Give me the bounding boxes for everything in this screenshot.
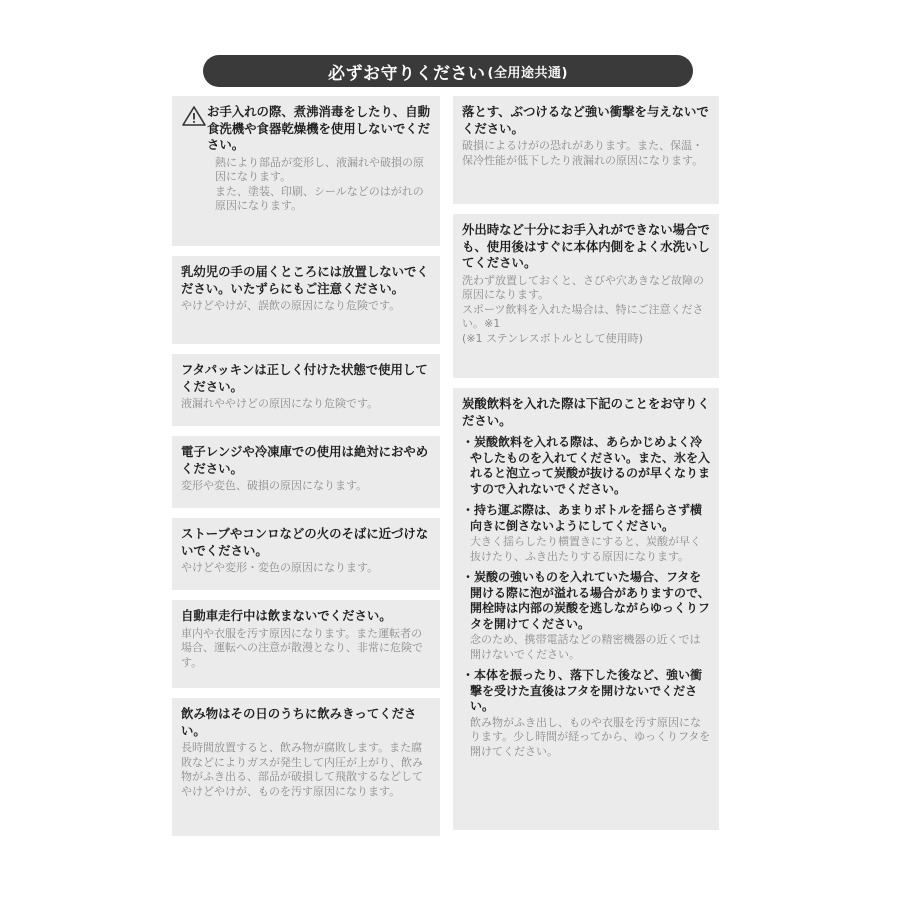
carbonated-bullet: [462, 570, 711, 662]
carbonated-bullet: [462, 503, 711, 564]
caution-title: 電子レンジや冷凍庫での使用は絶対におやめください。: [181, 444, 429, 476]
caution-body: 熱により部品が変形し、液漏れや破損の原因になります。 また、塗装、印刷、シールなどのはがれの原因になります。: [215, 155, 424, 212]
caution-body: 変形や変色、破損の原因になります。: [181, 479, 368, 492]
caution-body: 破損によるけがの恐れがあります。また、保温・保冷性能が低下したり液漏れの原因になります。: [462, 139, 704, 167]
caution-title: お手入れの際、煮沸消毒をしたり、自動食洗機や食器乾燥機を使用しないでください。: [207, 104, 431, 152]
caution-title: 外出時など十分にお手入れができない場合でも、使用後はすぐに本体内側をよく水洗いしてください。: [462, 222, 710, 270]
caution-box-microwave: [172, 436, 440, 508]
caution-title: 落とす、ぶつけるなど強い衝撃を与えないでください。: [462, 104, 709, 136]
bullet-body: 飲み物がふき出し、ものや衣服を汚す原因になります。少し時間が経ってから、ゆっくりフタを開けてください。: [470, 715, 711, 758]
caution-body: やけどやけが、誤飲の原因になり危険です。: [181, 299, 401, 312]
caution-box-packing: [172, 354, 440, 426]
bullet-title: ・本体を振ったり、落下した後など、強い衝撃を受けた直後はフタを開けないでください。: [462, 668, 703, 713]
caution-box-children: [172, 256, 440, 344]
caution-body: やけどや変形・変色の原因になります。: [181, 561, 379, 574]
caution-body: 車内や衣服を汚す原因になります。また運転者の場合、運転への注意が散漫となり、非常に危険です。: [181, 626, 423, 669]
bullet-title: ・炭酸の強いものを入れていた場合、フタを開ける際に泡が溢れる場合がありますので、開栓時は内部の炭酸を逃しながらゆっくりフタを開けてください。: [462, 570, 710, 631]
header-title: 必ずお守りください: [328, 63, 486, 84]
bullet-title: ・持ち運ぶ際は、あまりボトルを揺らさず横向きに倒さないようにしてください。: [462, 503, 703, 533]
caution-body: 洗わず放置しておくと、さびや穴あきなど故障の原因になります。 スポーツ飲料を入れた場合は、特にご注意ください。※1 (※1 ステンレスボトルとして使用時): [462, 273, 704, 345]
caution-title: ストーブやコンロなどの火のそばに近づけないでください。: [181, 526, 429, 558]
caution-box-drink-same-day: [172, 698, 440, 836]
carbonated-bullet: [462, 668, 711, 759]
caution-body: 液漏れややけどの原因になり危険です。: [181, 397, 379, 410]
caution-body: 長時間放置すると、飲み物が腐敗します。また腐敗などによりガスが発生して内圧が上がり、飲み物がふき出る、部品が破損して飛散するなどしてやけどやけが、ものを汚す原因になります。: [181, 741, 423, 798]
caution-box-cleaning: [172, 96, 440, 246]
caution-title: 炭酸飲料を入れた際は下記のことをお守りください。: [462, 396, 710, 428]
header-subtitle: (全用途共通): [487, 65, 568, 81]
left-column: [172, 96, 440, 846]
bullet-title: ・炭酸飲料を入れる際は、あらかじめよく冷やしたものを入れてください。また、氷を入れると泡立って炭酸が抜けるのが早くなりますので入れないでください。: [462, 435, 711, 496]
caution-title: 乳幼児の手の届くところには放置しないでください。いたずらにもご注意ください。: [181, 264, 429, 296]
caution-box-carbonated: [453, 388, 719, 830]
caution-box-fire: [172, 518, 440, 590]
caution-title: フタパッキンは正しく付けた状態で使用してください。: [181, 362, 428, 394]
caution-title: 飲み物はその日のうちに飲みきってください。: [181, 706, 417, 738]
bullet-body: 大きく揺らしたり横置きにすると、炭酸が早く抜けたり、ふき出たりする原因になります。: [470, 535, 701, 563]
header-banner: [203, 55, 693, 87]
caution-box-washing: [453, 214, 719, 378]
warning-triangle-icon: [181, 105, 207, 127]
bullet-body: 念のため、携帯電話などの精密機器の近くでは開けないでください。: [470, 633, 701, 661]
caution-title: 自動車走行中は飲まないでください。: [181, 608, 392, 623]
caution-box-driving: [172, 600, 440, 688]
right-column: [453, 96, 719, 840]
caution-box-impact: [453, 96, 719, 204]
carbonated-bullet: [462, 435, 711, 497]
